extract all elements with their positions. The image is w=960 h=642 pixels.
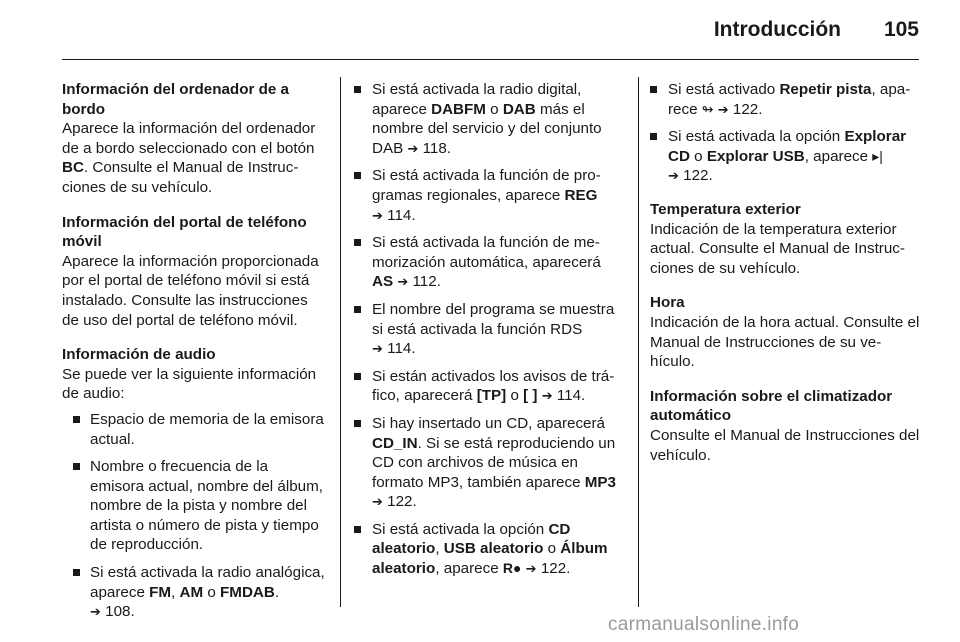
section-outside-temperature xyxy=(650,200,920,278)
bullet-icon xyxy=(354,526,361,533)
bullet-icon xyxy=(354,172,361,179)
reference-arrow-icon: ➔ xyxy=(372,207,383,223)
section-time xyxy=(650,293,920,371)
page-title: Introducción xyxy=(713,18,841,41)
section-climate-control xyxy=(650,387,920,465)
bullet-icon xyxy=(73,569,80,576)
list-item: Si está activada la función de programas regionales, aparece REG ➔ 114. xyxy=(354,166,620,225)
bullet-icon xyxy=(650,86,657,93)
section-heading: Información de audio xyxy=(62,346,216,364)
scan-icon: ▸| xyxy=(872,147,883,164)
list-item: Si está activada la opción Explorar CD o Explorar USB, aparece ▸| ➔ 122. xyxy=(650,127,920,186)
reference-arrow-icon: ➔ xyxy=(541,388,553,404)
bullet-icon xyxy=(650,133,657,140)
repeat-track-icon: ↬ xyxy=(701,100,714,117)
list-item: Si está activada la opción CD aleatorio, USB aleatorio o Álbum aleatorio, aparece R● ➔ 122. xyxy=(354,520,620,579)
bullet-icon xyxy=(354,239,361,246)
section-heading: Información del ordenador de a bordo xyxy=(62,81,290,118)
list-item: Si están activados los avisos de tráfico, aparecerá [TP] o [ ] ➔ 114. xyxy=(354,367,620,406)
section-audio-info xyxy=(62,345,325,622)
reference-arrow-icon: ➔ xyxy=(397,274,409,290)
list-item: Si hay insertado un CD, aparecerá CD_IN. Si se está reproduciendo un CD con archivos de música en formato MP3, también aparece MP3 ➔ 122. xyxy=(354,414,620,512)
list-item: Nombre o frecuencia de la emisora actual, nombre del álbum, nombre de la pista y nombre del artista o número de pista y tiempo de reproducción. xyxy=(62,457,325,555)
list-item: Si está activado Repetir pista, aparece ↬ ➔ 122. xyxy=(650,80,920,119)
reference-arrow-icon: ➔ xyxy=(668,168,679,184)
header-rule xyxy=(62,59,919,60)
section-heading: Hora xyxy=(650,294,685,312)
audio-info-list-cont xyxy=(354,80,620,579)
bullet-icon xyxy=(73,463,80,470)
list-item: Espacio de memoria de la emisora actual. xyxy=(62,410,325,449)
column-divider-1 xyxy=(340,77,341,607)
bullet-icon xyxy=(354,420,361,427)
column-2 xyxy=(354,80,620,587)
section-text: Indicación de la temperatura exterior actual. Consulte el Manual de Instrucciones de su vehículo. xyxy=(650,220,905,277)
list-item: El nombre del programa se muestra si está activada la función RDS ➔ 114. xyxy=(354,300,620,359)
reference-arrow-icon: ➔ xyxy=(372,341,383,357)
column-divider-2 xyxy=(638,77,639,607)
random-play-icon: R● xyxy=(502,560,522,577)
bullet-icon xyxy=(354,306,361,313)
reference-arrow-icon: ➔ xyxy=(525,561,537,577)
section-phone-portal xyxy=(62,213,325,331)
bullet-icon xyxy=(354,373,361,380)
bullet-icon xyxy=(354,86,361,93)
bullet-icon xyxy=(73,416,80,423)
list-item: Si está activada la función de memorización automática, aparecerá AS ➔ 112. xyxy=(354,233,620,292)
column-3 xyxy=(650,80,920,480)
section-text: Consulte el Manual de Instrucciones del vehículo. xyxy=(650,426,920,464)
section-heading: Temperatura exterior xyxy=(650,200,801,218)
reference-arrow-icon: ➔ xyxy=(717,101,729,117)
watermark: carmanualsonline.info xyxy=(608,614,800,635)
section-board-computer xyxy=(62,80,325,198)
reference-arrow-icon: ➔ xyxy=(372,494,383,510)
section-text: Aparece la información proporcionada por el portal de teléfono móvil si está instalado. Consulte las instrucciones de uso del portal de teléfono móvil. xyxy=(62,252,319,329)
list-item: Si está activada la radio digital, aparece DABFM o DAB más el nombre del servicio y del conjunto DAB ➔ 118. xyxy=(354,80,620,158)
reference-arrow-icon: ➔ xyxy=(407,140,419,156)
audio-info-list xyxy=(62,410,325,622)
section-text: Aparece la información del ordenador de a bordo seleccionado con el botón BC. Consulte el Manual de Instrucciones de su vehículo. xyxy=(62,120,316,196)
column-1 xyxy=(62,80,325,637)
page-number: 105 xyxy=(883,18,919,41)
section-text: Se puede ver la siguiente información de audio: xyxy=(62,365,317,403)
audio-info-list-cont-2 xyxy=(650,80,920,186)
page-header xyxy=(62,18,919,48)
section-heading: Información sobre el climatizador automático xyxy=(650,387,893,425)
list-item: Si está activada la radio analógica, aparece FM, AM o FMDAB. ➔ 108. xyxy=(62,563,325,622)
section-text: Indicación de la hora actual. Consulte el Manual de Instrucciones de su vehículo. xyxy=(650,313,920,371)
reference-arrow-icon: ➔ xyxy=(90,604,101,620)
section-heading: Información del portal de teléfono móvil xyxy=(62,213,307,251)
